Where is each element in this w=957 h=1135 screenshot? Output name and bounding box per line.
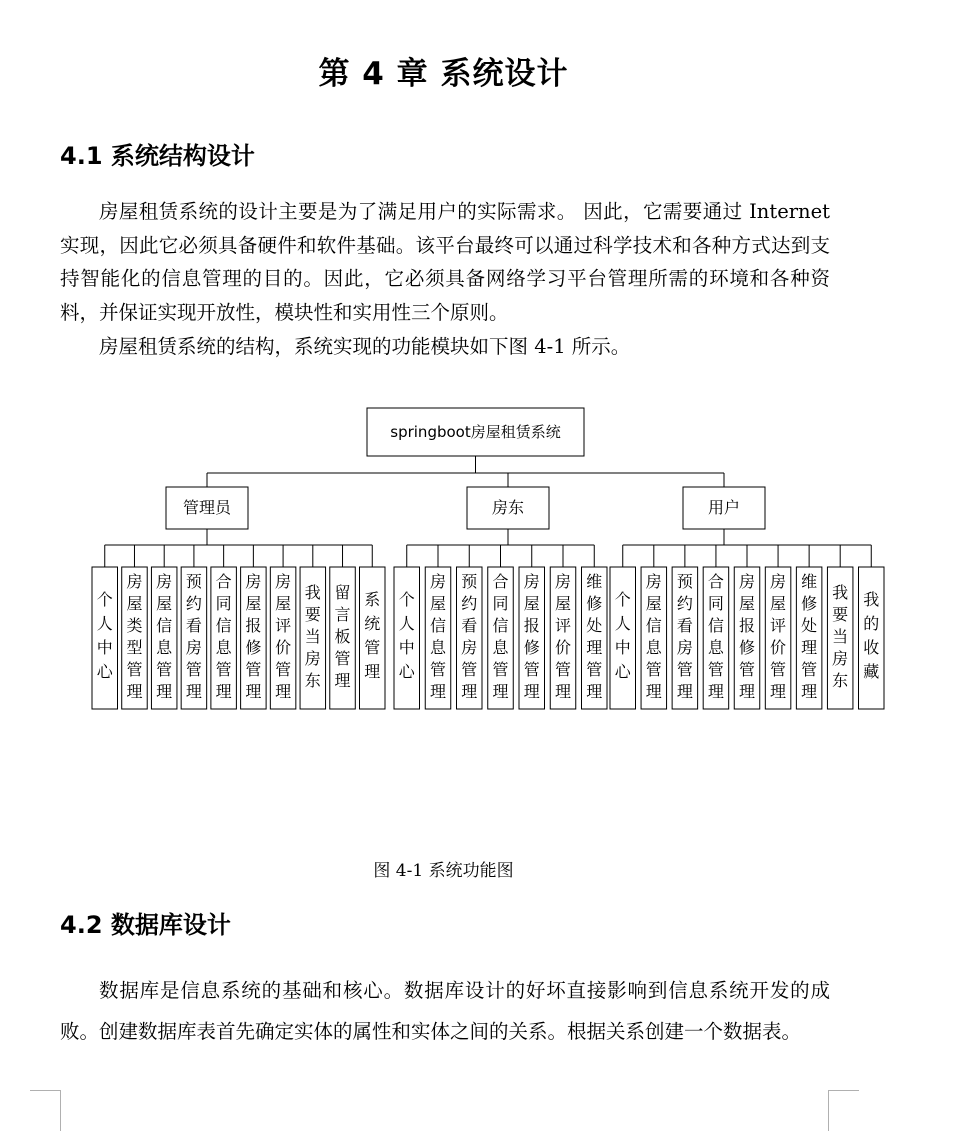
module-label-char: 中 — [96, 638, 113, 657]
module-label-char: 理 — [185, 682, 202, 701]
module-label-char: 理 — [461, 682, 478, 701]
module-label-char: 房 — [304, 649, 321, 668]
module-label-char: 中 — [614, 638, 631, 657]
module-label-char: 我 — [863, 590, 880, 609]
module-label-char: 心 — [96, 662, 113, 681]
module-label-char: 理 — [707, 682, 724, 701]
module-label-char: 人 — [96, 614, 113, 633]
module-label-char: 信 — [156, 616, 173, 635]
module-label-char: 东 — [832, 671, 849, 690]
module-label-char: 理 — [801, 682, 818, 701]
module-label-char: 房 — [126, 572, 143, 591]
module-label-char: 信 — [215, 616, 232, 635]
module-label-char: 理 — [334, 671, 351, 690]
module-label-char: 报 — [738, 616, 756, 635]
module-label-char: 屋 — [554, 594, 572, 613]
module-label-char: 报 — [523, 616, 540, 635]
module-label-char: 管 — [492, 660, 509, 679]
module-label-char: 收 — [863, 638, 880, 657]
module-label-char: 理 — [645, 682, 662, 701]
paragraph-system-intro: 房屋租赁系统的设计主要是为了满足用户的实际需求。 因此，它需要通过 Internet 实现，因此它必须具备硬件和软件基础。该平台最终可以通过科学技术和各种方式达到支持智能化的信息管理的目的。因此，它必须具备网络学习平台管理所需的环境和各种资料，并保证实现开放性，模块性和实用性三个原则。 — [60, 200, 830, 324]
module-label-char: 房 — [461, 638, 478, 657]
module-label-char: 处 — [801, 616, 818, 635]
module-label-char: 管 — [554, 660, 572, 679]
module-label-char: 理 — [801, 638, 818, 657]
module-label-char: 合 — [707, 572, 724, 591]
module-label-char: 个 — [96, 590, 113, 609]
module-label-char: 个 — [398, 590, 415, 609]
module-label-char: 理 — [245, 682, 262, 701]
module-label-char: 房 — [275, 572, 292, 591]
page-corner-mark-right — [828, 1090, 859, 1131]
module-label-char: 言 — [334, 605, 351, 624]
module-label-char: 管 — [586, 660, 603, 679]
module-label-char: 管 — [801, 660, 818, 679]
module-label-char: 修 — [738, 638, 756, 657]
module-label-char: 理 — [586, 682, 603, 701]
module-label-char: 房 — [429, 572, 447, 591]
module-label-char: 管 — [707, 660, 724, 679]
module-label-char: 管 — [770, 660, 787, 679]
module-label-char: 看 — [185, 616, 202, 635]
module-label-char: 当 — [832, 627, 849, 646]
module-label-char: 型 — [126, 638, 143, 657]
module-label-char: 约 — [676, 594, 693, 613]
module-label-char: 修 — [245, 638, 262, 657]
module-label-char: 房 — [245, 572, 262, 591]
module-label-char: 修 — [801, 594, 818, 613]
module-label-char: 理 — [523, 682, 540, 701]
module-label-char: 管 — [156, 660, 173, 679]
module-label-char: 类 — [126, 616, 143, 635]
module-label-char: 息 — [156, 638, 173, 657]
root-node-label: springboot房屋租赁系统 — [390, 423, 561, 441]
module-label-char: 评 — [554, 616, 572, 635]
module-label-char: 理 — [275, 682, 292, 701]
module-label-char: 合 — [492, 572, 509, 591]
module-label-char: 报 — [245, 616, 262, 635]
paragraph-structure-ref: 房屋租赁系统的结构，系统实现的功能模块如下图 4-1 所示。 — [99, 335, 631, 358]
module-label-char: 屋 — [770, 594, 787, 613]
module-label-char: 房 — [185, 638, 202, 657]
module-label-char: 理 — [492, 682, 509, 701]
module-label-char: 息 — [645, 638, 662, 657]
module-label-char: 屋 — [126, 594, 143, 613]
module-label-char: 的 — [863, 614, 880, 633]
module-label-char: 屋 — [156, 594, 173, 613]
module-label-char: 个 — [614, 590, 631, 609]
module-label-char: 同 — [215, 594, 232, 613]
module-label-char: 管 — [275, 660, 292, 679]
module-label-char: 理 — [126, 682, 143, 701]
module-label-char: 东 — [304, 671, 321, 690]
module-label-char: 约 — [185, 594, 202, 613]
group-label-2: 用户 — [707, 498, 741, 517]
module-label-char: 理 — [554, 682, 572, 701]
module-label-char: 人 — [398, 614, 415, 633]
group-label-1: 房东 — [491, 498, 525, 517]
module-label-char: 管 — [215, 660, 232, 679]
module-label-char: 心 — [614, 662, 631, 681]
module-label-char: 理 — [586, 638, 603, 657]
module-label-char: 管 — [126, 660, 143, 679]
module-label-char: 房 — [523, 572, 540, 591]
module-label-char: 管 — [645, 660, 662, 679]
module-label-char: 心 — [398, 662, 415, 681]
module-label-char: 理 — [676, 682, 693, 701]
module-label-char: 我 — [304, 583, 321, 602]
module-label-char: 屋 — [245, 594, 262, 613]
paragraph-database-intro: 数据库是信息系统的基础和核心。数据库设计的好坏直接影响到信息系统开发的成败。创建数据库表首先确定实体的属性和实体之间的关系。根据关系创建一个数据表。 — [60, 979, 830, 1043]
module-label-char: 房 — [645, 572, 662, 591]
page-corner-mark-left — [30, 1090, 61, 1131]
module-label-char: 信 — [645, 616, 662, 635]
module-label-char: 留 — [334, 583, 351, 602]
module-label-char: 板 — [334, 627, 351, 646]
module-label-char: 藏 — [863, 662, 880, 681]
module-label-char: 理 — [364, 662, 381, 681]
module-label-char: 管 — [461, 660, 478, 679]
module-label-char: 理 — [429, 682, 447, 701]
module-label-char: 维 — [801, 572, 818, 591]
module-label-char: 理 — [738, 682, 756, 701]
module-label-char: 理 — [156, 682, 173, 701]
module-label-char: 价 — [770, 638, 787, 657]
module-label-char: 管 — [185, 660, 202, 679]
module-label-char: 我 — [832, 583, 849, 602]
module-label-char: 信 — [429, 616, 447, 635]
module-label-char: 理 — [215, 682, 232, 701]
module-label-char: 评 — [275, 616, 292, 635]
module-label-char: 房 — [770, 572, 787, 591]
section-title-4-1: 4.1 系统结构设计 — [60, 142, 255, 170]
module-label-char: 同 — [707, 594, 724, 613]
module-label-char: 修 — [523, 638, 540, 657]
module-label-char: 中 — [398, 638, 415, 657]
module-label-char: 房 — [156, 572, 173, 591]
module-label-char: 管 — [364, 638, 381, 657]
module-label-char: 预 — [461, 572, 478, 591]
module-label-char: 屋 — [645, 594, 662, 613]
module-label-char: 要 — [304, 605, 321, 624]
module-label-char: 看 — [461, 616, 478, 635]
module-label-char: 系 — [364, 590, 381, 609]
section-title-4-2: 4.2 数据库设计 — [60, 911, 231, 939]
module-label-char: 人 — [614, 614, 631, 633]
module-label-char: 预 — [185, 572, 202, 591]
module-label-char: 房 — [832, 649, 849, 668]
module-label-char: 房 — [676, 638, 693, 657]
module-label-char: 息 — [429, 638, 447, 657]
module-label-char: 息 — [215, 638, 232, 657]
module-label-char: 屋 — [523, 594, 540, 613]
module-label-char: 预 — [676, 572, 693, 591]
module-label-char: 合 — [215, 572, 232, 591]
module-label-char: 理 — [770, 682, 787, 701]
module-label-char: 处 — [586, 616, 603, 635]
module-label-char: 评 — [770, 616, 787, 635]
module-label-char: 管 — [523, 660, 540, 679]
module-label-char: 维 — [586, 572, 603, 591]
module-label-char: 息 — [707, 638, 724, 657]
module-label-char: 屋 — [738, 594, 756, 613]
system-function-diagram — [0, 390, 957, 730]
module-label-char: 要 — [832, 605, 849, 624]
module-label-char: 信 — [492, 616, 509, 635]
module-label-char: 当 — [304, 627, 321, 646]
module-label-char: 修 — [586, 594, 603, 613]
module-label-char: 价 — [275, 638, 292, 657]
module-label-char: 管 — [738, 660, 756, 679]
chapter-title: 第 4 章 系统设计 — [318, 56, 569, 92]
module-label-char: 信 — [707, 616, 724, 635]
module-label-char: 屋 — [275, 594, 292, 613]
module-label-char: 同 — [492, 594, 509, 613]
module-label-char: 管 — [676, 660, 693, 679]
module-label-char: 管 — [334, 649, 351, 668]
module-label-char: 息 — [492, 638, 509, 657]
module-label-char: 约 — [461, 594, 478, 613]
group-label-0: 管理员 — [182, 498, 232, 517]
module-label-char: 看 — [676, 616, 693, 635]
module-label-char: 房 — [554, 572, 572, 591]
module-label-char: 管 — [429, 660, 447, 679]
figure-caption: 图 4-1 系统功能图 — [373, 861, 514, 881]
module-label-char: 管 — [245, 660, 262, 679]
module-label-char: 房 — [738, 572, 756, 591]
module-label-char: 统 — [364, 614, 381, 633]
module-label-char: 价 — [554, 638, 572, 657]
module-label-char: 屋 — [429, 594, 447, 613]
